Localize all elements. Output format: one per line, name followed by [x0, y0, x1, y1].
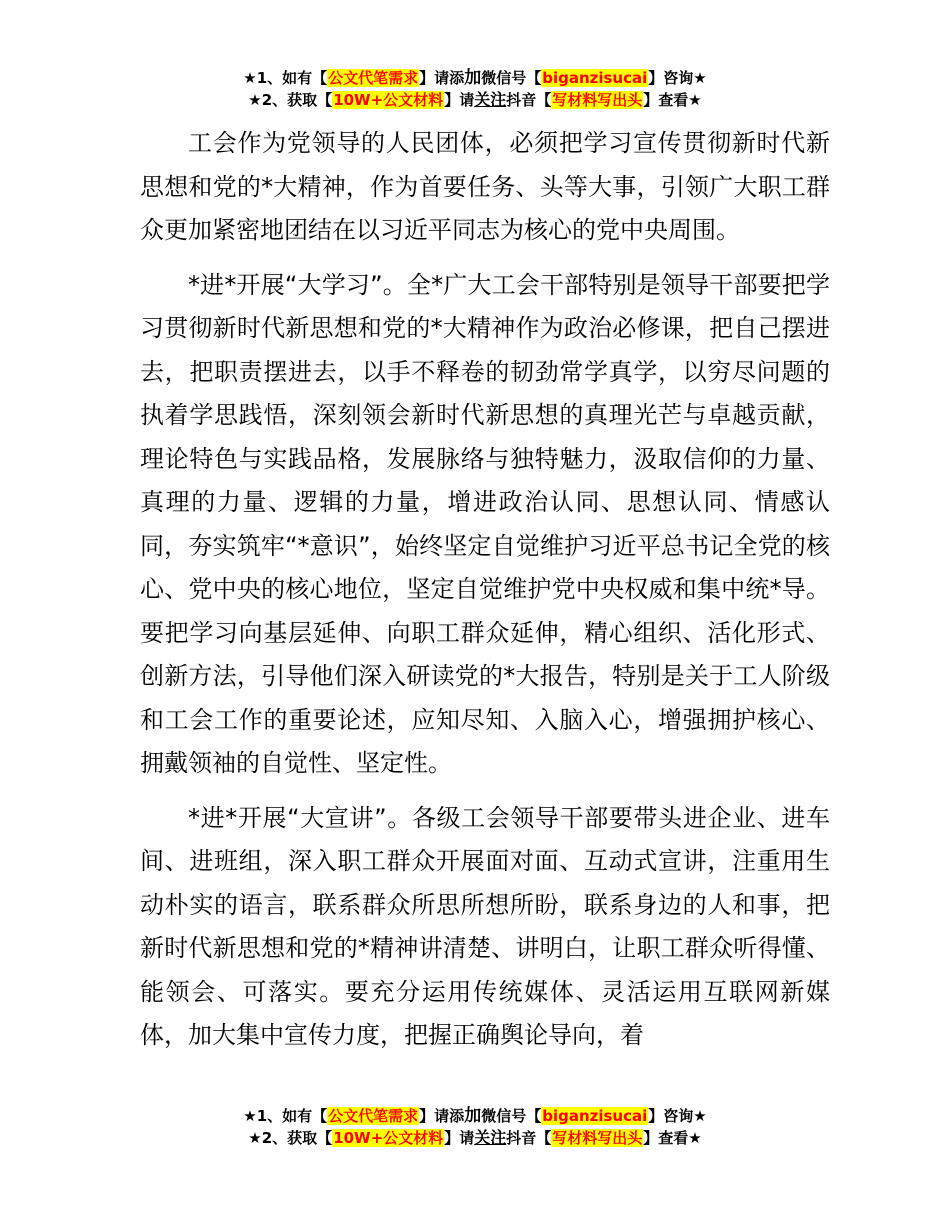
footer-line-2-highlight-douyin: 写材料写出头	[552, 1129, 643, 1147]
banner-line-2-middle-b: 抖音【	[506, 91, 552, 109]
footer-line-1-middle-b: 微信号【	[481, 1107, 542, 1125]
banner-line-2-middle-a: 】请	[444, 91, 475, 109]
banner-line-1-highlight-wechat: biganzisucai	[542, 69, 648, 87]
footer-line-2-highlight-materials: 10W+公文材料	[333, 1129, 444, 1147]
footer-line-1-highlight-wechat: biganzisucai	[542, 1107, 648, 1125]
footer-line-1	[0, 1106, 950, 1127]
banner-line-2-emphasis: 关注	[474, 90, 507, 109]
banner-line-2-prefix: ★2、获取【	[248, 91, 333, 109]
banner-line-1-middle-b: 微信号【	[481, 69, 542, 87]
banner-line-1-middle-a: 】请添	[419, 69, 465, 87]
banner-line-1-prefix: ★1、如有【	[243, 69, 328, 87]
footer-line-1-prefix: ★1、如有【	[243, 1107, 328, 1125]
document-body	[140, 122, 830, 1069]
footer-line-2-middle-a: 】请	[444, 1129, 475, 1147]
banner-line-2-suffix: 】查看★	[643, 91, 702, 109]
banner-line-1-emphasis: 加	[464, 68, 482, 88]
footer-line-2-emphasis: 关注	[474, 1128, 507, 1147]
footer-line-2-suffix: 】查看★	[643, 1129, 702, 1147]
paragraph-intro: 工会作为党领导的人民团体，必须把学习宣传贯彻新时代新思想和党的*大精神，作为首要任务、头等大事，引领广大职工群众更加紧密地团结在以习近平同志为核心的党中央周围。	[140, 129, 830, 244]
footer-banner	[0, 1106, 950, 1149]
banner-line-1-highlight-service: 公文代笔需求	[328, 69, 419, 87]
footer-line-1-emphasis: 加	[464, 1106, 482, 1126]
footer-line-1-highlight-service: 公文代笔需求	[328, 1107, 419, 1125]
paragraph-big-study: *进*开展“大学习”。全*广大工会干部特别是领导干部要把学习贯彻新时代新思想和党的*大精神作为政治必修课，把自己摆进去，把职责摆进去，以手不释卷的韧劲常学真学，以穷尽问题的执着学思践悟，深刻领会新时代新思想的真理光芒与卓越贡献，理论特色与实践品格，发展脉络与独特魅力，汲取信仰的力量、真理的力量、逻辑的力量，增进政治认同、思想认同、情感认同，夯实筑牢“*意识”，始终坚定自觉维护习近平总书记全党的核心、党中央的核心地位，坚定自觉维护党中央权威和集中统*导。要把学习向基层延伸、向职工群众延伸，精心组织、活化形式、创新方法，引导他们深入研读党的*大报告，特别是关于工人阶级和工会工作的重要论述，应知尽知、入脑入心，增强拥护核心、拥戴领袖的自觉性、坚定性。	[140, 270, 830, 777]
footer-line-2-prefix: ★2、获取【	[248, 1129, 333, 1147]
banner-line-2-highlight-materials: 10W+公文材料	[333, 91, 444, 109]
footer-line-1-suffix: 】咨询★	[648, 1107, 707, 1125]
footer-line-1-middle-a: 】请添	[419, 1107, 465, 1125]
footer-line-2-middle-b: 抖音【	[506, 1129, 552, 1147]
banner-line-1	[0, 68, 950, 89]
banner-line-1-suffix: 】咨询★	[648, 69, 707, 87]
banner-line-2	[0, 89, 950, 111]
paragraph-big-lecture: *进*开展“大宣讲”。各级工会领导干部要带头进企业、进车间、进班组，深入职工群众开展面对面、互动式宣讲，注重用生动朴实的语言，联系群众所思所想所盼，联系身边的人和事，把新时代新思想和党的*精神讲清楚、讲明白，让职工群众听得懂、能领会、可落实。要充分运用传统媒体、灵活运用互联网新媒体，加大集中宣传力度，把握正确舆论导向，着	[140, 803, 830, 1049]
header-banner	[0, 68, 950, 111]
banner-line-2-highlight-douyin: 写材料写出头	[552, 91, 643, 109]
footer-line-2	[0, 1127, 950, 1149]
